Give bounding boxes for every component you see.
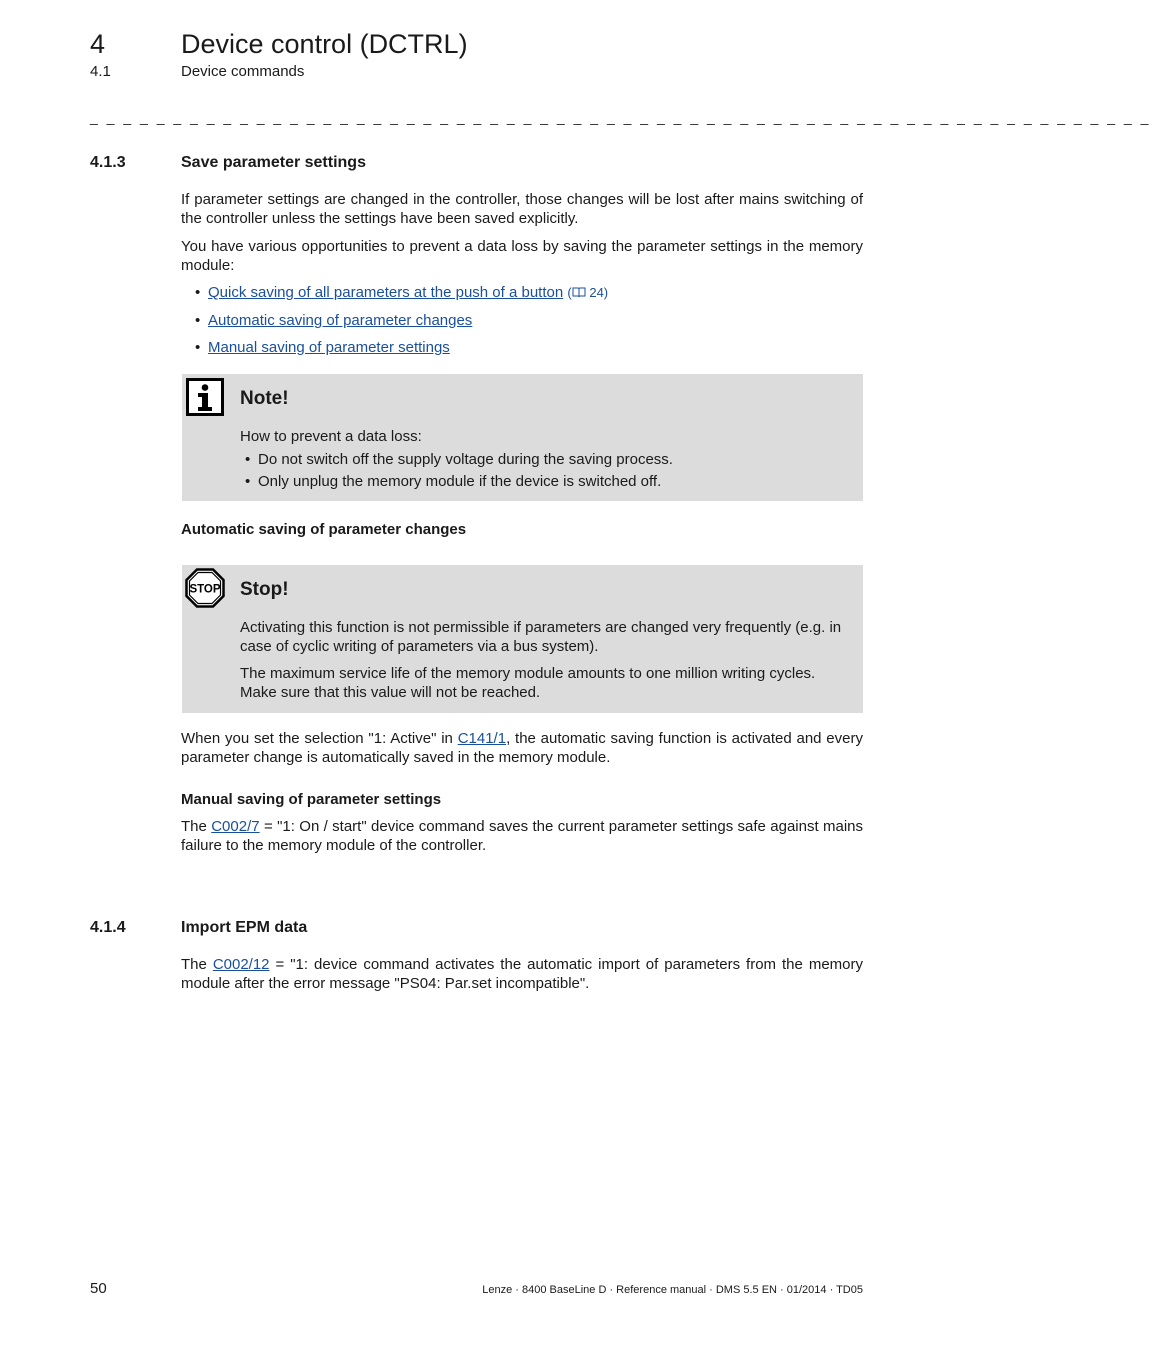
section-title: Device commands: [181, 63, 305, 80]
chapter-title: Device control (DCTRL): [181, 29, 468, 59]
page-ref[interactable]: ( 24): [567, 285, 609, 300]
heading-413-number: 4.1.3: [90, 154, 126, 171]
list-item: • Do not switch off the supply voltage during the saving process.: [245, 451, 673, 468]
stop-icon: [185, 568, 225, 613]
stop-box: [182, 565, 863, 713]
list-item: • Only unplug the memory module if the device is switched off.: [245, 473, 662, 490]
svg-text:STOP: STOP: [189, 583, 221, 596]
chapter-number: 4: [90, 29, 106, 59]
book-icon: [572, 287, 586, 298]
header-separator: _ _ _ _ _ _ _ _ _ _ _ _ _ _ _ _ _ _ _ _ _ _ _ _ _ _ _ _ _ _ _ _ _ _ _ _ _ _ _ _ _ _ _ _ _ _ _ _ _ _ _ _ _ _ _ _ _ _ _ _ _ _ _ _: [90, 109, 1151, 125]
para-import-epm: The C002/12 = "1: device command activates the automatic import of parameters from the memory module after the error message "PS04: Par.set incompatible".: [181, 956, 864, 992]
subheading-automatic: Automatic saving of parameter changes: [181, 521, 467, 538]
para-opportunities: You have various opportunities to prevent a data loss by saving the parameter settings in the memory module:: [181, 238, 863, 274]
link-c002-12[interactable]: C002/12: [212, 956, 270, 973]
para-manual: The C002/7 = "1: On / start" device command saves the current parameter settings safe against mains failure to the memory module of the controller.: [181, 818, 864, 854]
para-automatic: When you set the selection "1: Active" in C141/1, the automatic saving function is activated and every parameter change is automatically saved in the memory module.: [181, 730, 863, 766]
note-title: Note!: [240, 388, 289, 409]
note-box: [182, 374, 863, 501]
note-body: [240, 427, 850, 494]
link-automatic-saving[interactable]: Automatic saving of parameter changes: [208, 311, 473, 329]
link-list: [181, 283, 863, 366]
list-item: • Manual saving of parameter settings: [195, 339, 450, 356]
para-intro: If parameter settings are changed in the controller, those changes will be lost after mains switching of the controller unless the settings have been saved explicitly.: [181, 191, 863, 227]
page-number: 50: [90, 1280, 107, 1297]
stop-title: Stop!: [240, 579, 289, 600]
heading-413-title: Save parameter settings: [181, 154, 366, 171]
heading-414-title: Import EPM data: [181, 919, 308, 936]
info-icon: [186, 378, 224, 421]
stop-para-2: The maximum service life of the memory module amounts to one million writing cycles. Make sure that this value will not be reached.: [240, 665, 816, 701]
link-quick-saving[interactable]: Quick saving of all parameters at the push of a button: [208, 284, 564, 301]
link-manual-saving[interactable]: Manual saving of parameter settings: [208, 339, 450, 356]
footer-info: Lenze · 8400 BaseLine D · Reference manual · DMS 5.5 EN · 01/2014 · TD05: [482, 1284, 863, 1296]
note-list: [240, 450, 850, 494]
list-item: • Quick saving of all parameters at the push of a button ( 24): [195, 284, 609, 301]
list-item: • Automatic saving of parameter changes: [195, 311, 473, 329]
link-c141-1[interactable]: C141/1: [457, 730, 507, 747]
stop-para-1: Activating this function is not permissible if parameters are changed very frequently (e.g. in case of cyclic writing of parameters via a bus system).: [240, 619, 842, 655]
note-intro: How to prevent a data loss:: [240, 428, 422, 445]
heading-414-number: 4.1.4: [90, 919, 126, 936]
section-number: 4.1: [90, 63, 111, 80]
subheading-manual: Manual saving of parameter settings: [181, 791, 442, 808]
link-c002-7[interactable]: C002/7: [211, 818, 260, 835]
